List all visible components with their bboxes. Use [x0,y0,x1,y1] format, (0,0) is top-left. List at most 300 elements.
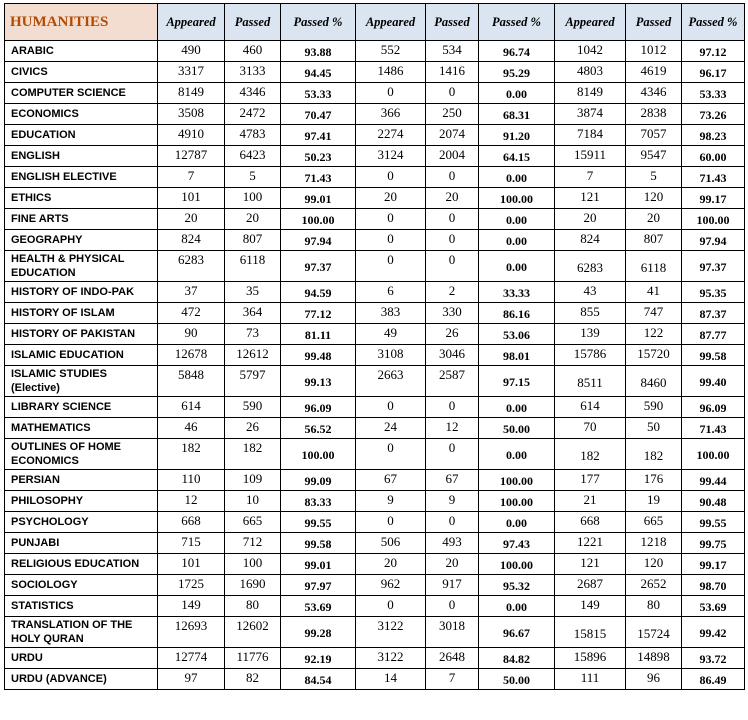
subject-name: RELIGIOUS EDUCATION [5,554,158,575]
passed-percent: 98.23 [682,125,745,146]
appeared-count: 614 [158,397,225,418]
appeared-count: 15896 [555,648,626,669]
passed-percent: 91.20 [479,125,555,146]
header-row [5,4,745,41]
subject-name: PSYCHOLOGY [5,512,158,533]
passed-count: 5 [626,167,682,188]
appeared-count: 0 [356,512,426,533]
passed-count: 8460 [626,366,682,397]
subject-name: HISTORY OF ISLAM [5,303,158,324]
passed-count: 100 [225,188,281,209]
subject-name: TRANSLATION OF THE HOLY QURAN [5,617,158,648]
appeared-count: 5848 [158,366,225,397]
passed-percent: 53.69 [281,596,356,617]
passed-count: 73 [225,324,281,345]
passed-percent: 95.35 [682,282,745,303]
subject-name: FINE ARTS [5,209,158,230]
passed-count: 182 [225,439,281,470]
passed-count: 2652 [626,575,682,596]
subject-name: GEOGRAPHY [5,230,158,251]
appeared-count: 668 [158,512,225,533]
passed-percent: 71.43 [281,167,356,188]
passed-count: 26 [426,324,479,345]
passed-count: 534 [426,41,479,62]
appeared-count: 15815 [555,617,626,648]
passed-count: 0 [426,439,479,470]
subject-name: STATISTICS [5,596,158,617]
appeared-count: 12787 [158,146,225,167]
appeared-count: 3124 [356,146,426,167]
passed-percent: 73.26 [682,104,745,125]
appeared-count: 506 [356,533,426,554]
passed-count: 0 [426,251,479,282]
passed-percent: 87.37 [682,303,745,324]
appeared-count: 3317 [158,62,225,83]
passed-count: 6118 [626,251,682,282]
table-row [5,104,745,125]
passed-count: 35 [225,282,281,303]
subject-name: CIVICS [5,62,158,83]
passed-count: 3133 [225,62,281,83]
passed-count: 747 [626,303,682,324]
passed-count: 330 [426,303,479,324]
passed-percent: 56.52 [281,418,356,439]
appeared-count: 139 [555,324,626,345]
passed-percent: 97.37 [281,251,356,282]
passed-count: 250 [426,104,479,125]
appeared-count: 24 [356,418,426,439]
passed-percent: 87.77 [682,324,745,345]
table-row [5,209,745,230]
subject-name: ECONOMICS [5,104,158,125]
appeared-count: 20 [356,188,426,209]
subject-name: OUTLINES OF HOME ECONOMICS [5,439,158,470]
appeared-count: 101 [158,554,225,575]
appeared-count: 0 [356,251,426,282]
table-row [5,439,745,470]
appeared-count: 149 [555,596,626,617]
passed-percent: 99.17 [682,188,745,209]
appeared-count: 962 [356,575,426,596]
subject-name: SOCIOLOGY [5,575,158,596]
passed-count: 712 [225,533,281,554]
table-row [5,366,745,397]
passed-percent: 0.00 [479,251,555,282]
passed-count: 665 [626,512,682,533]
table-row [5,167,745,188]
appeared-count: 12693 [158,617,225,648]
passed-percent: 100.00 [479,188,555,209]
passed-percent: 98.01 [479,345,555,366]
table-row [5,188,745,209]
appeared-count: 8511 [555,366,626,397]
column-header: Appeared [356,4,426,41]
passed-count: 2472 [225,104,281,125]
passed-count: 14898 [626,648,682,669]
passed-count: 80 [626,596,682,617]
passed-percent: 99.01 [281,188,356,209]
appeared-count: 0 [356,167,426,188]
passed-percent: 97.12 [682,41,745,62]
appeared-count: 3122 [356,648,426,669]
appeared-count: 182 [555,439,626,470]
column-header: Passed % [281,4,356,41]
passed-percent: 94.45 [281,62,356,83]
appeared-count: 12 [158,491,225,512]
passed-percent: 95.32 [479,575,555,596]
appeared-count: 46 [158,418,225,439]
table-row [5,282,745,303]
passed-count: 9547 [626,146,682,167]
passed-count: 0 [426,167,479,188]
appeared-count: 3874 [555,104,626,125]
appeared-count: 20 [555,209,626,230]
appeared-count: 12774 [158,648,225,669]
appeared-count: 552 [356,41,426,62]
passed-count: 917 [426,575,479,596]
passed-percent: 96.17 [682,62,745,83]
appeared-count: 4803 [555,62,626,83]
passed-count: 11776 [225,648,281,669]
passed-percent: 92.19 [281,648,356,669]
appeared-count: 490 [158,41,225,62]
passed-count: 82 [225,669,281,690]
subject-name: HISTORY OF INDO-PAK [5,282,158,303]
appeared-count: 2274 [356,125,426,146]
passed-percent: 99.09 [281,470,356,491]
appeared-count: 6 [356,282,426,303]
passed-percent: 100.00 [281,439,356,470]
passed-count: 100 [225,554,281,575]
column-header: Passed [626,4,682,41]
appeared-count: 149 [158,596,225,617]
passed-count: 176 [626,470,682,491]
passed-count: 807 [225,230,281,251]
passed-percent: 96.67 [479,617,555,648]
appeared-count: 715 [158,533,225,554]
appeared-count: 1486 [356,62,426,83]
passed-count: 6118 [225,251,281,282]
passed-percent: 98.70 [682,575,745,596]
appeared-count: 182 [158,439,225,470]
appeared-count: 121 [555,188,626,209]
subject-name: ENGLISH [5,146,158,167]
passed-percent: 97.37 [682,251,745,282]
appeared-count: 3108 [356,345,426,366]
subject-name: ETHICS [5,188,158,209]
passed-count: 460 [225,41,281,62]
column-header: Appeared [158,4,225,41]
appeared-count: 2687 [555,575,626,596]
passed-percent: 64.15 [479,146,555,167]
table-row [5,491,745,512]
passed-percent: 81.11 [281,324,356,345]
subject-name: PHILOSOPHY [5,491,158,512]
appeared-count: 6283 [555,251,626,282]
passed-percent: 77.12 [281,303,356,324]
column-header: Appeared [555,4,626,41]
passed-percent: 97.15 [479,366,555,397]
passed-percent: 0.00 [479,397,555,418]
passed-count: 1690 [225,575,281,596]
subject-name: COMPUTER SCIENCE [5,83,158,104]
table-row [5,669,745,690]
passed-count: 493 [426,533,479,554]
table-row [5,125,745,146]
passed-percent: 99.13 [281,366,356,397]
passed-count: 2648 [426,648,479,669]
passed-count: 6423 [225,146,281,167]
passed-percent: 99.55 [281,512,356,533]
passed-percent: 100.00 [281,209,356,230]
passed-percent: 33.33 [479,282,555,303]
subject-name: ARABIC [5,41,158,62]
column-header: Passed % [682,4,745,41]
subject-name: EDUCATION [5,125,158,146]
passed-percent: 96.09 [682,397,745,418]
passed-count: 80 [225,596,281,617]
table-row [5,230,745,251]
passed-count: 2004 [426,146,479,167]
passed-percent: 93.88 [281,41,356,62]
appeared-count: 7184 [555,125,626,146]
passed-percent: 0.00 [479,596,555,617]
passed-count: 0 [426,397,479,418]
passed-percent: 0.00 [479,167,555,188]
passed-count: 2587 [426,366,479,397]
passed-percent: 100.00 [682,439,745,470]
passed-count: 20 [626,209,682,230]
table-row [5,575,745,596]
passed-count: 807 [626,230,682,251]
appeared-count: 20 [158,209,225,230]
appeared-count: 111 [555,669,626,690]
passed-count: 120 [626,188,682,209]
table-row [5,470,745,491]
subject-name: PERSIAN [5,470,158,491]
appeared-count: 20 [356,554,426,575]
passed-percent: 99.01 [281,554,356,575]
passed-percent: 71.43 [682,167,745,188]
appeared-count: 366 [356,104,426,125]
passed-percent: 99.28 [281,617,356,648]
passed-count: 665 [225,512,281,533]
table-row [5,41,745,62]
passed-count: 0 [426,209,479,230]
passed-percent: 97.94 [281,230,356,251]
appeared-count: 1725 [158,575,225,596]
passed-count: 4346 [626,83,682,104]
column-header: Passed [225,4,281,41]
passed-count: 15720 [626,345,682,366]
subject-name: HISTORY OF PAKISTAN [5,324,158,345]
passed-percent: 94.59 [281,282,356,303]
passed-percent: 70.47 [281,104,356,125]
appeared-count: 383 [356,303,426,324]
passed-count: 67 [426,470,479,491]
passed-count: 26 [225,418,281,439]
passed-percent: 97.94 [682,230,745,251]
appeared-count: 2663 [356,366,426,397]
passed-percent: 90.48 [682,491,745,512]
passed-count: 20 [426,188,479,209]
passed-count: 5 [225,167,281,188]
passed-count: 3018 [426,617,479,648]
appeared-count: 7 [555,167,626,188]
passed-percent: 99.42 [682,617,745,648]
appeared-count: 4910 [158,125,225,146]
passed-count: 2838 [626,104,682,125]
passed-percent: 50.23 [281,146,356,167]
passed-percent: 100.00 [479,491,555,512]
passed-percent: 99.55 [682,512,745,533]
passed-count: 4346 [225,83,281,104]
table-title: HUMANITIES [5,4,158,41]
passed-percent: 99.44 [682,470,745,491]
passed-count: 10 [225,491,281,512]
subject-name: URDU [5,648,158,669]
appeared-count: 67 [356,470,426,491]
passed-count: 96 [626,669,682,690]
passed-count: 0 [426,83,479,104]
subject-name: PUNJABI [5,533,158,554]
passed-percent: 97.97 [281,575,356,596]
passed-percent: 0.00 [479,230,555,251]
passed-count: 1012 [626,41,682,62]
passed-percent: 68.31 [479,104,555,125]
passed-count: 41 [626,282,682,303]
passed-count: 12 [426,418,479,439]
passed-percent: 100.00 [682,209,745,230]
appeared-count: 668 [555,512,626,533]
passed-count: 7 [426,669,479,690]
appeared-count: 7 [158,167,225,188]
appeared-count: 0 [356,209,426,230]
table-row [5,62,745,83]
appeared-count: 15911 [555,146,626,167]
passed-percent: 99.58 [281,533,356,554]
passed-percent: 50.00 [479,418,555,439]
appeared-count: 0 [356,230,426,251]
subject-name: MATHEMATICS [5,418,158,439]
passed-percent: 0.00 [479,83,555,104]
appeared-count: 121 [555,554,626,575]
appeared-count: 15786 [555,345,626,366]
appeared-count: 614 [555,397,626,418]
table-row [5,554,745,575]
passed-percent: 60.00 [682,146,745,167]
passed-percent: 97.43 [479,533,555,554]
appeared-count: 101 [158,188,225,209]
passed-count: 2 [426,282,479,303]
table-row [5,617,745,648]
appeared-count: 0 [356,83,426,104]
passed-count: 50 [626,418,682,439]
table-row [5,648,745,669]
passed-count: 12612 [225,345,281,366]
passed-percent: 86.16 [479,303,555,324]
table-row [5,83,745,104]
table-row [5,397,745,418]
passed-percent: 99.40 [682,366,745,397]
passed-count: 12602 [225,617,281,648]
appeared-count: 49 [356,324,426,345]
passed-percent: 99.17 [682,554,745,575]
appeared-count: 824 [158,230,225,251]
passed-count: 7057 [626,125,682,146]
passed-count: 364 [225,303,281,324]
appeared-count: 90 [158,324,225,345]
appeared-count: 1221 [555,533,626,554]
passed-count: 4619 [626,62,682,83]
passed-count: 120 [626,554,682,575]
passed-count: 20 [426,554,479,575]
passed-count: 20 [225,209,281,230]
appeared-count: 177 [555,470,626,491]
passed-count: 590 [225,397,281,418]
passed-percent: 96.09 [281,397,356,418]
passed-percent: 86.49 [682,669,745,690]
passed-percent: 100.00 [479,470,555,491]
table-row [5,512,745,533]
passed-percent: 83.33 [281,491,356,512]
column-header: Passed [426,4,479,41]
passed-count: 0 [426,512,479,533]
subject-name: ENGLISH ELECTIVE [5,167,158,188]
subject-name: HEALTH & PHYSICAL EDUCATION [5,251,158,282]
passed-percent: 100.00 [479,554,555,575]
passed-percent: 53.06 [479,324,555,345]
appeared-count: 70 [555,418,626,439]
appeared-count: 3508 [158,104,225,125]
passed-count: 4783 [225,125,281,146]
passed-percent: 53.33 [682,83,745,104]
passed-count: 1416 [426,62,479,83]
passed-count: 0 [426,596,479,617]
passed-count: 2074 [426,125,479,146]
appeared-count: 97 [158,669,225,690]
table-row [5,418,745,439]
appeared-count: 43 [555,282,626,303]
appeared-count: 472 [158,303,225,324]
passed-percent: 95.29 [479,62,555,83]
appeared-count: 37 [158,282,225,303]
table-row [5,251,745,282]
passed-percent: 50.00 [479,669,555,690]
passed-percent: 93.72 [682,648,745,669]
passed-percent: 99.58 [682,345,745,366]
subject-name: ISLAMIC EDUCATION [5,345,158,366]
appeared-count: 110 [158,470,225,491]
appeared-count: 8149 [555,83,626,104]
subject-name: LIBRARY SCIENCE [5,397,158,418]
appeared-count: 21 [555,491,626,512]
passed-percent: 53.69 [682,596,745,617]
appeared-count: 14 [356,669,426,690]
appeared-count: 855 [555,303,626,324]
subject-name: ISLAMIC STUDIES (Elective) [5,366,158,397]
passed-count: 3046 [426,345,479,366]
passed-count: 122 [626,324,682,345]
appeared-count: 3122 [356,617,426,648]
table-row [5,303,745,324]
passed-count: 1218 [626,533,682,554]
passed-count: 19 [626,491,682,512]
passed-percent: 0.00 [479,439,555,470]
passed-count: 9 [426,491,479,512]
appeared-count: 0 [356,596,426,617]
column-header: Passed % [479,4,555,41]
